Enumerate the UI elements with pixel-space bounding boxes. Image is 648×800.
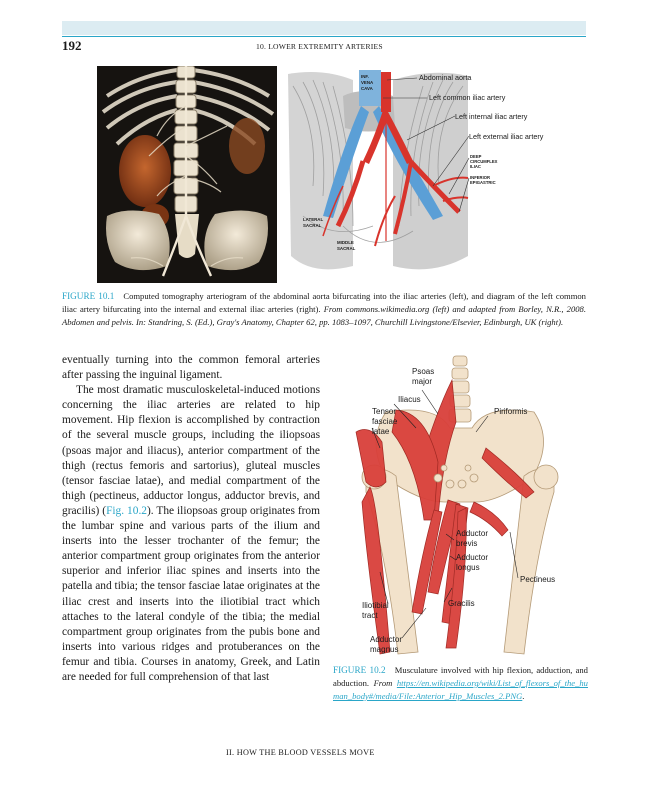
label-psoas-major-1: Psoas	[412, 367, 435, 376]
ct-arteriogram-drawing	[97, 66, 277, 283]
header-rule	[62, 36, 586, 37]
label-adductor-longus-2: longus	[456, 563, 480, 572]
figure-10-1-caption	[62, 290, 586, 329]
figure-10-2-source-link[interactable]: https://en.wikipedia.org/wiki/List_of_flexors_of_the_human_body#/media/File:Anterior_Hip_Muscles_2.PNG	[333, 678, 588, 701]
figure-10-2-caption	[333, 664, 588, 703]
label-gracilis: Gracilis	[448, 599, 475, 608]
label-iliotibial-1: Iliotibial	[362, 601, 389, 610]
body-text	[62, 353, 320, 685]
middle-sacral-label-1: MIDDLE	[337, 240, 354, 245]
inferior-epigastric-label-2: EPIGASTRIC	[470, 180, 496, 185]
label-piriformis: Piriformis	[494, 407, 528, 416]
deep-circumflex-label-2: CIRCUMFLEX	[470, 159, 498, 164]
paragraph-1: eventually turning into the common femoral arteries after passing the inguinal ligament.	[62, 354, 320, 382]
deep-circumflex-label-1: DEEP	[470, 154, 482, 159]
hip-muscles-drawing	[326, 352, 588, 658]
iliac-artery-diagram	[283, 66, 583, 283]
figure-10-2-end: .	[522, 691, 525, 701]
label-adductor-magnus-1: Adductor	[370, 635, 403, 644]
inferior-epigastric-label-1: INFERIOR	[470, 175, 491, 180]
page-number: 192	[62, 38, 82, 53]
running-head: 10. LOWER EXTREMITY ARTERIES	[256, 42, 383, 51]
figure-10-1-source: From commons.wikimedia.org (left) and adapted from Borley, N.R., 2008. Abdomen and pelvis. In: Standring, S. (Ed.), Gray's Anatomy, Chapter 62, pp. 1083–1097, Churchill Livingstone/Elsevier, Edinburgh, UK (right).	[62, 304, 586, 327]
label-left-external-iliac: Left external iliac artery	[469, 132, 544, 141]
ivc-label-1: INF.	[361, 74, 369, 79]
paragraph-2	[62, 383, 320, 685]
hip-muscles-diagram	[326, 352, 588, 658]
label-adductor-longus-1: Adductor	[456, 553, 489, 562]
figure-10-2-reference-link[interactable]: Fig. 10.2	[106, 504, 147, 517]
label-pectineus: Pectineus	[520, 575, 556, 584]
figure-10-2-label: FIGURE 10.2	[333, 665, 386, 675]
label-tensor-2: fasciae	[372, 417, 398, 426]
paragraph-2-after: ). The iliopsoas group originates from the lumbar spine and various parts of the ilium and inserts into the lesser trochanter of the femur; the anterior compartment group originates from the anterior superior and inferior iliac spines and inserts into the patella and tibia; the tensor fasciae latae originates at the iliac crest and inserts into the iliotibial tract which attaches to the lateral condyle of the tibia; the medial compartment group originates from the pubis bone and inserts into various ridges and protuberances on the femur and tibia. Courses in anatomy, Greek, and Latin are needed for full comprehension of that last	[62, 504, 320, 683]
label-adductor-magnus-2: magnus	[370, 645, 399, 654]
figure-10-2-text: Musculature involved with hip flexion, adduction, and abduction.	[333, 665, 588, 688]
figure-10-1-text: Computed tomography arteriogram of the abdominal aorta bifurcating into the iliac arteries (left), and diagram of the left common iliac artery bifurcating into the internal and external iliac arteries (right).	[62, 291, 586, 314]
footer: II. HOW THE BLOOD VESSELS MOVE	[226, 748, 375, 757]
lateral-sacral-label-1: LATERAL	[303, 217, 324, 222]
label-tensor-1: Tensor	[372, 407, 397, 416]
ivc-label-2: VENA	[361, 80, 374, 85]
label-psoas-major-2: major	[412, 377, 433, 386]
lateral-sacral-label-2: SACRAL	[303, 223, 322, 228]
label-left-internal-iliac: Left internal iliac artery	[455, 112, 528, 121]
paragraph-2-before: The most dramatic musculoskeletal-induced motions concerning the iliac arteries are related to hip movement. Hip flexion is accomplished by contraction of the several muscle groups, including the iliopsoas (psoas major and iliacus), anterior compartment of the thigh (rectus femoris and sartorius), gluteal muscles (tensor fasciae latae), and medial compartment of the thigh (pectineus, adductor longus, adductor brevis, and gracilis) (	[62, 384, 320, 517]
label-left-common-iliac: Left common iliac artery	[429, 93, 506, 102]
middle-sacral-label-2: SACRAL	[337, 246, 356, 251]
label-abdominal-aorta: Abdominal aorta	[419, 73, 472, 82]
header-bar	[62, 21, 586, 35]
label-adductor-brevis-1: Adductor	[456, 529, 489, 538]
deep-circumflex-label-3: ILIAC	[470, 164, 481, 169]
ct-arteriogram-image	[97, 66, 277, 283]
label-tensor-3: latae	[372, 427, 390, 436]
ivc-label-3: CAVA	[361, 86, 373, 91]
iliac-artery-drawing	[283, 66, 583, 283]
figure-10-2-from: From	[373, 678, 393, 688]
figure-10-1-label: FIGURE 10.1	[62, 291, 115, 301]
label-iliotibial-2: tract	[362, 611, 378, 620]
label-iliacus: Iliacus	[398, 395, 421, 404]
label-adductor-brevis-2: brevis	[456, 539, 478, 548]
